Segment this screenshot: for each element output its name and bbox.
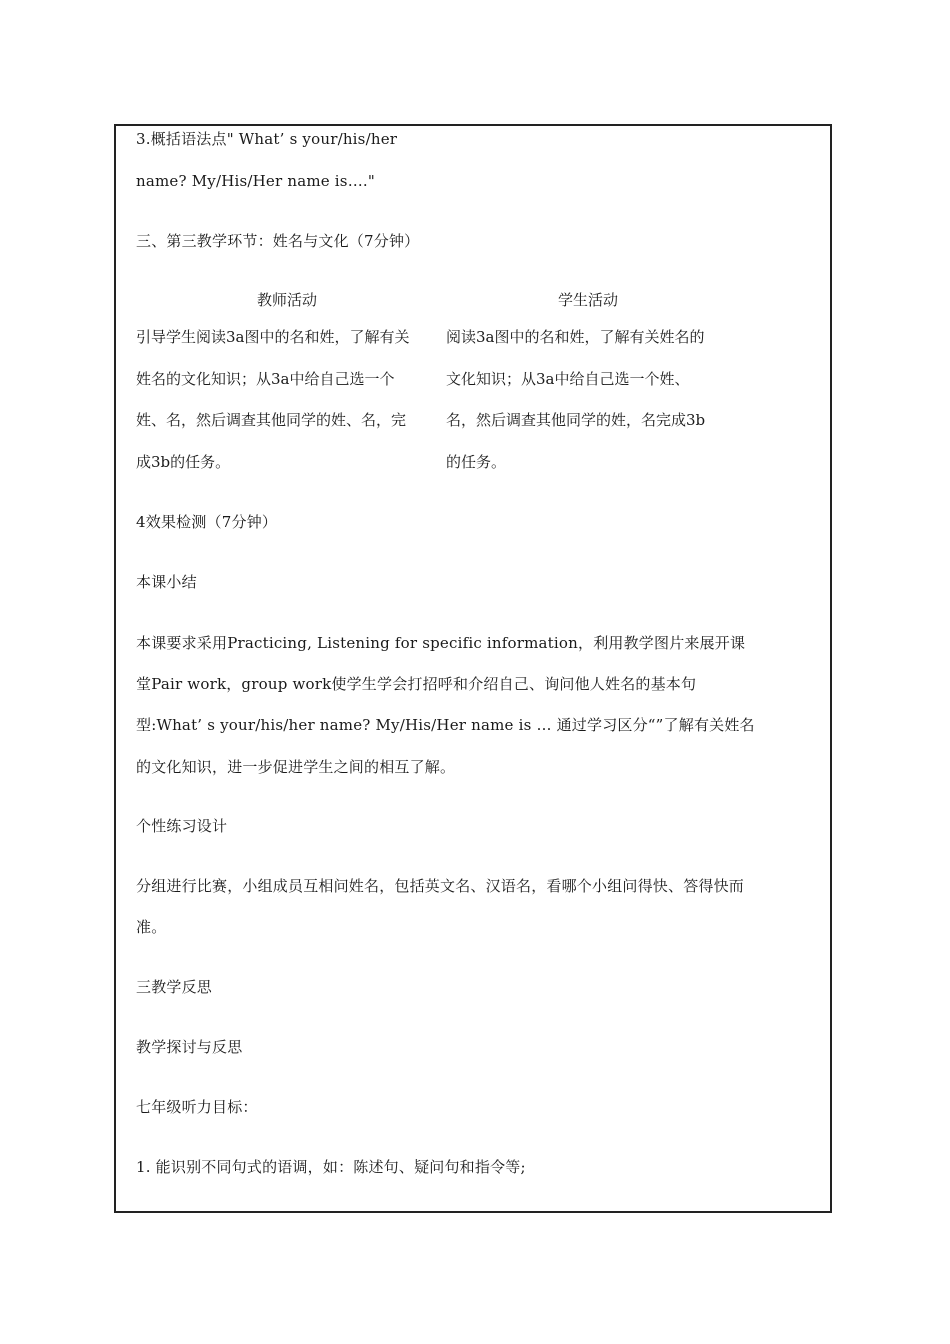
teacher-activity-line: 姓、名，然后调查其他同学的姓、名，完 (136, 411, 407, 429)
teacher-activity-header: 教师活动 (257, 291, 318, 309)
practice-line: 准。 (136, 918, 167, 936)
listening-goal-item: 1. 能识别不同句式的语调，如：陈述句、疑问句和指令等; (136, 1158, 526, 1176)
grammar-point-line-2: name? My/His/Her name is…." (136, 172, 375, 190)
teacher-activity-line: 引导学生阅读3a图中的名和姓，了解有关 (136, 328, 410, 346)
student-activity-line: 阅读3a图中的名和姓，了解有关姓名的 (446, 328, 705, 346)
student-activity-line: 的任务。 (446, 453, 507, 471)
effect-check-title: 4效果检测（7分钟） (136, 513, 278, 531)
student-activity-header: 学生活动 (558, 291, 619, 309)
student-activity-line: 文化知识；从3a中给自己选一个姓、 (446, 370, 690, 388)
practice-title: 个性练习设计 (136, 817, 228, 835)
grammar-point-line-1: 3.概括语法点" What’ s your/his/her (136, 130, 398, 148)
practice-line: 分组进行比赛，小组成员互相问姓名，包括英文名、汉语名，看哪个小组问得快、答得快而 (136, 877, 745, 895)
summary-line: 堂Pair work，group work使学生学会打招呼和介绍自己、询问他人姓名的基本句 (136, 675, 697, 693)
discussion-title: 教学探讨与反思 (136, 1038, 243, 1056)
section-3-title: 三、第三教学环节：姓名与文化（7分钟） (136, 232, 420, 250)
student-activity-line: 名，然后调查其他同学的姓，名完成3b (446, 411, 706, 429)
reflection-title: 三教学反思 (136, 978, 213, 996)
summary-line: 本课要求采用Practicing, Listening for specific information，利用教学图片来展开课 (136, 634, 746, 652)
summary-line: 型:What’ s your/his/her name? My/His/Her name is … 通过学习区分“”了解有关姓名 (136, 716, 755, 734)
listening-goal-title: 七年级听力目标： (136, 1098, 258, 1116)
teacher-activity-line: 成3b的任务。 (136, 453, 231, 471)
summary-title: 本课小结 (136, 573, 197, 591)
summary-line: 的文化知识，进一步促进学生之间的相互了解。 (136, 758, 456, 776)
teacher-activity-line: 姓名的文化知识；从3a中给自己选一个 (136, 370, 395, 388)
